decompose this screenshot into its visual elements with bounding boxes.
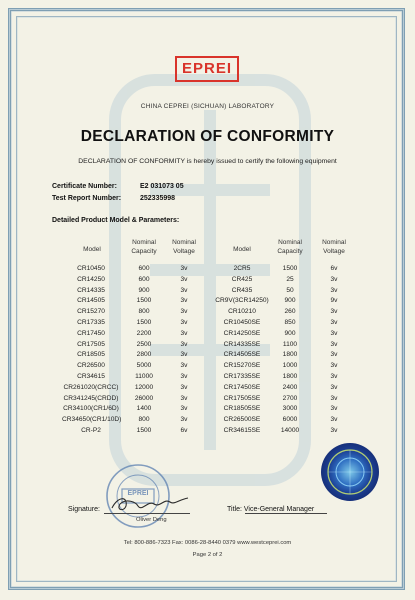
- header-model-left: Model: [83, 246, 101, 253]
- left-row-voltage: 3v: [180, 383, 188, 391]
- right-row-voltage: 6v: [330, 265, 338, 272]
- left-row-model: CR14335: [77, 286, 105, 294]
- document-title: DECLARATION OF CONFORMITY: [80, 128, 335, 145]
- header-capacity-left: Nominal Capacity: [131, 239, 157, 255]
- left-row-capacity: 600: [138, 275, 150, 283]
- left-row-capacity: 800: [138, 416, 150, 424]
- left-row-voltage: 3v: [180, 319, 188, 326]
- title-value: Vice-General Manager: [243, 506, 315, 513]
- left-row-model: CR26500: [77, 362, 105, 370]
- section-title: Detailed Product Model & Parameters:: [52, 217, 180, 224]
- certificate-number-value: E2 031073 05: [140, 183, 184, 190]
- laboratory-name: CHINA CEPREI (SICHUAN) LABORATORY: [140, 103, 275, 110]
- right-row-capacity: 850: [284, 319, 296, 326]
- left-row-voltage: 3v: [180, 351, 188, 359]
- right-row-model: CR34615SE: [223, 427, 261, 434]
- right-row-model: CR10210: [228, 308, 256, 316]
- intro-text: DECLARATION OF CONFORMITY is hereby issued to certify the following equipment: [78, 158, 337, 165]
- left-row-model: CR17505: [77, 340, 105, 348]
- right-row-voltage: 3v: [330, 394, 338, 402]
- right-row-model: CR15270SE: [223, 362, 261, 370]
- title-label: Title:: [227, 506, 242, 513]
- left-row-capacity: 2500: [136, 340, 152, 348]
- left-row-model: CR10450: [77, 265, 105, 272]
- right-row-capacity: 260: [284, 308, 296, 316]
- right-row-capacity: 50: [286, 286, 294, 294]
- left-row-capacity: 11000: [135, 373, 153, 380]
- right-row-model: CR425: [231, 275, 253, 283]
- left-row-capacity: 800: [138, 308, 150, 316]
- right-row-capacity: 2700: [282, 394, 298, 402]
- left-row-model: CR261020(CRCC): [63, 383, 119, 391]
- right-row-capacity: 1800: [282, 373, 298, 380]
- right-row-capacity: 900: [284, 297, 296, 305]
- right-row-voltage: 3v: [330, 362, 338, 370]
- right-row-voltage: 3v: [330, 329, 338, 337]
- right-row-voltage: 3v: [330, 383, 338, 391]
- right-row-capacity: 25: [286, 275, 294, 283]
- left-row-capacity: 900: [138, 286, 150, 294]
- left-row-capacity: 1400: [136, 405, 152, 413]
- left-row-voltage: 3v: [180, 373, 188, 380]
- left-row-model: CR14250: [77, 275, 105, 283]
- right-row-capacity: 3000: [282, 405, 298, 413]
- left-row-model: CR34100(CR1/6D): [63, 405, 119, 413]
- right-row-model: CR17450SE: [223, 383, 261, 391]
- right-row-voltage: 3v: [330, 275, 338, 283]
- right-row-capacity: 900: [284, 329, 296, 337]
- right-row-voltage: 3v: [330, 286, 338, 294]
- right-row-model: CR18505SE: [223, 405, 261, 413]
- left-row-model: CR17450: [77, 329, 105, 337]
- right-row-capacity: 1500: [282, 265, 298, 272]
- header-voltage-left: Nominal Voltage: [172, 239, 196, 255]
- header-voltage-right: Nominal Voltage: [322, 239, 346, 255]
- test-report-number-label: Test Report Number:: [52, 195, 122, 202]
- test-report-number-value: 252335998: [140, 195, 176, 202]
- header-model-right: Model: [233, 246, 251, 253]
- left-row-capacity: 600: [138, 265, 150, 272]
- title-field: [227, 506, 314, 513]
- contact-info: Tel: 800-886-7323 Fax: 0086-28-8440 0379 www.westceprei.com: [123, 540, 292, 546]
- right-row-voltage: 3v: [330, 416, 338, 424]
- handwritten-signature: [108, 492, 192, 514]
- right-row-capacity: 1100: [282, 340, 298, 348]
- right-row-model: CR14335SE: [223, 340, 261, 348]
- left-row-voltage: 3v: [180, 362, 188, 370]
- left-row-model: CR341245(CRDD): [63, 394, 119, 402]
- right-row-capacity: 2400: [282, 383, 298, 391]
- left-row-capacity: 1500: [136, 319, 152, 326]
- right-row-model: CR26500SE: [223, 416, 261, 424]
- right-row-capacity: 6000: [282, 416, 298, 424]
- right-row-capacity: 1800: [282, 351, 298, 359]
- left-row-model: CR14505: [77, 297, 105, 305]
- right-row-voltage: 3v: [330, 351, 338, 359]
- right-row-voltage: 3v: [330, 319, 338, 326]
- right-row-model: CR10450SE: [223, 319, 261, 326]
- right-row-model: CR9V(3CR14250): [215, 297, 269, 305]
- left-row-voltage: 3v: [180, 297, 188, 305]
- header-capacity-right: Nominal Capacity: [277, 239, 303, 255]
- left-row-voltage: 3v: [180, 416, 188, 424]
- right-row-model: 2CR5: [233, 265, 251, 272]
- title-line: [245, 513, 327, 514]
- right-row-voltage: 3v: [330, 427, 338, 434]
- left-row-model: CR17335: [77, 319, 105, 326]
- left-row-voltage: 3v: [180, 275, 188, 283]
- right-row-voltage: 9v: [330, 297, 338, 305]
- left-row-voltage: 3v: [180, 265, 188, 272]
- right-row-voltage: 3v: [330, 340, 338, 348]
- right-row-voltage: 3v: [330, 405, 338, 413]
- left-row-model: CR15270: [77, 308, 105, 316]
- right-row-capacity: 1000: [282, 362, 298, 370]
- left-row-voltage: 6v: [180, 427, 188, 434]
- left-row-voltage: 3v: [180, 394, 188, 402]
- right-row-voltage: 3v: [330, 308, 338, 316]
- right-row-model: CR17505SE: [223, 394, 261, 402]
- right-row-model: CR435: [231, 286, 253, 294]
- left-row-voltage: 3v: [180, 308, 188, 316]
- left-row-voltage: 3v: [180, 286, 188, 294]
- ceprei-logo: EPREI: [175, 56, 239, 82]
- left-row-capacity: 1500: [136, 297, 152, 305]
- page-number: Page 2 of 2: [192, 552, 223, 558]
- certificate-number-label: Certificate Number:: [52, 183, 117, 190]
- right-row-model: CR14250SE: [223, 329, 261, 337]
- left-row-model: CR-P2: [81, 427, 101, 434]
- right-row-model: CR14505SE: [223, 351, 261, 359]
- left-row-capacity: 2200: [136, 329, 152, 337]
- left-row-capacity: 2800: [136, 351, 152, 359]
- left-row-capacity: 12000: [134, 383, 154, 391]
- left-row-voltage: 3v: [180, 340, 188, 348]
- right-row-voltage: 3v: [330, 373, 338, 380]
- right-row-capacity: 14000: [280, 427, 300, 434]
- right-row-model: CR17335SE: [223, 373, 261, 380]
- left-row-model: CR18505: [77, 351, 105, 359]
- left-row-capacity: 1500: [136, 427, 152, 434]
- signatory-name: Oliver Deng: [136, 517, 167, 523]
- signature-label: Signature:: [68, 506, 100, 513]
- left-row-voltage: 3v: [180, 329, 188, 337]
- left-row-capacity: 5000: [136, 362, 152, 370]
- left-row-capacity: 26000: [134, 394, 154, 402]
- left-row-model: CR34615: [77, 373, 105, 380]
- hologram-seal: [320, 442, 380, 502]
- left-row-model: CR34650(CR1/10D): [62, 416, 122, 424]
- stamp-text: EPREI: [127, 490, 149, 497]
- left-row-voltage: 3v: [180, 405, 188, 413]
